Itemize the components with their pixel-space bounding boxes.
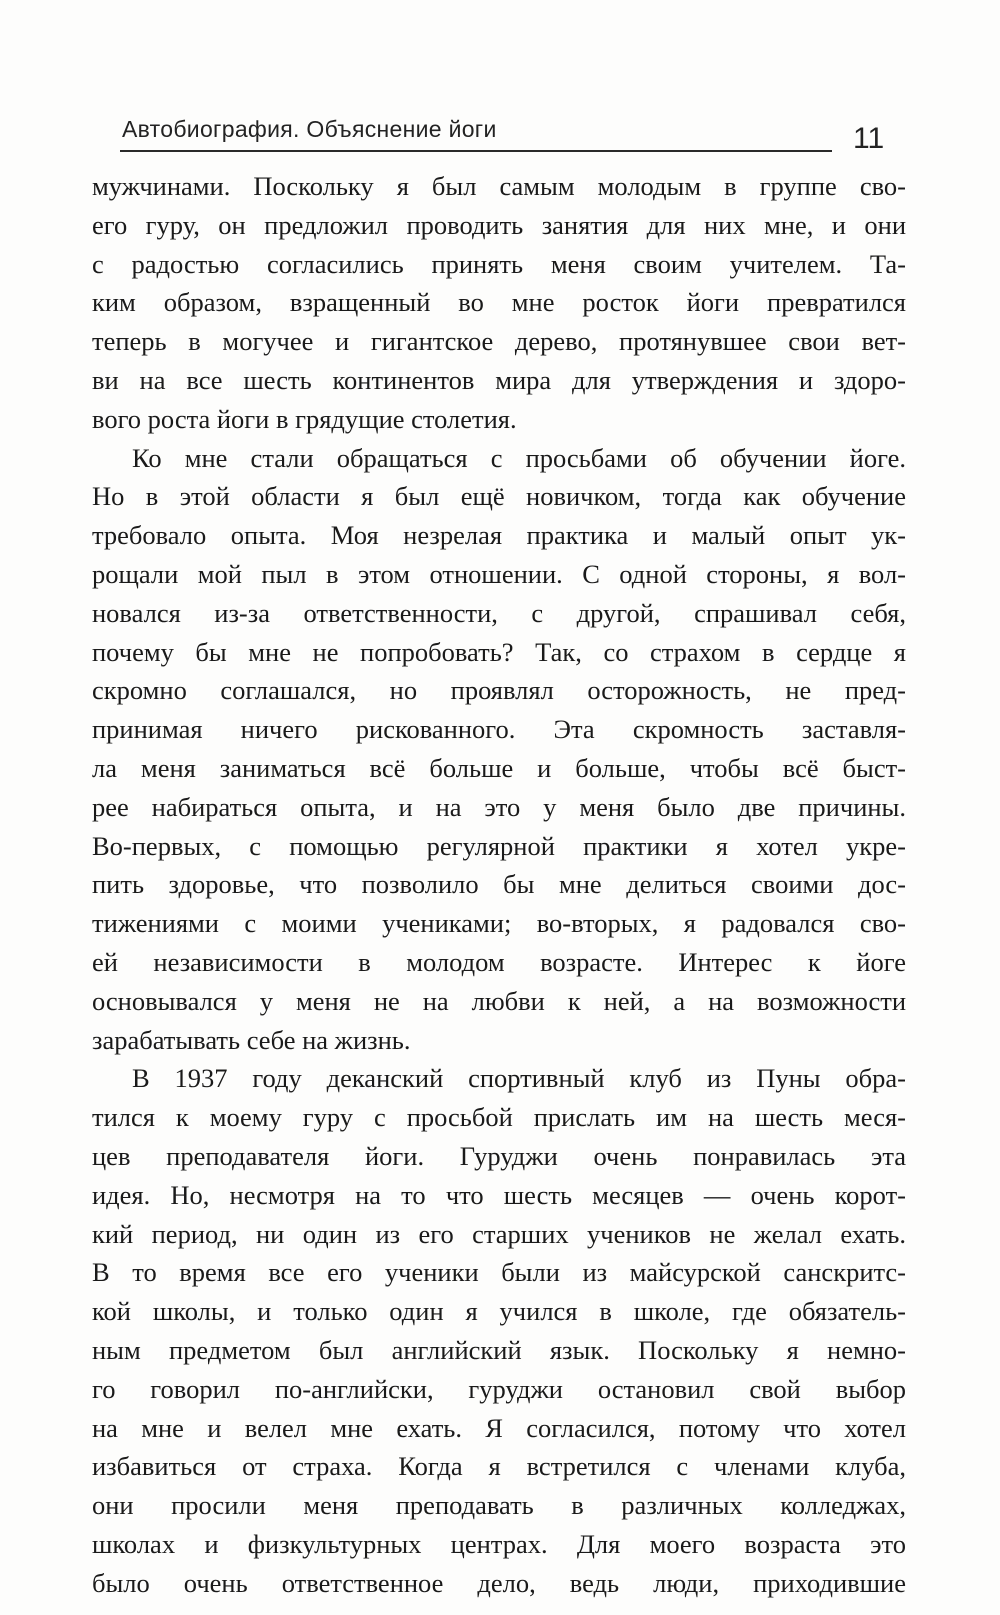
text-line: избавиться от страха. Когда я встретился с членами клуба, — [92, 1451, 906, 1482]
paragraph-first-line: В 1937 году деканский спортивный клуб из Пуны обра- — [132, 1063, 906, 1094]
text-line: кий период, ни один из его старших учеников не желал ехать. — [92, 1218, 906, 1249]
text-line: зарабатывать себе на жизнь. — [92, 1024, 411, 1055]
text-line: идея. Но, несмотря на то что шесть месяцев — очень корот- — [92, 1179, 906, 1210]
text-line: ла меня заниматься всё больше и больше, чтобы всё быст- — [92, 752, 906, 783]
text-line: мужчинами. Поскольку я был самым молодым в группе сво- — [92, 171, 906, 201]
text-line: новался из-за ответственности, с другой, спрашивал себя, — [92, 597, 906, 628]
text-line: ей независимости в молодом возрасте. Интерес к йоге — [92, 946, 906, 977]
text-line: ким образом, взращенный во мне росток йоги превратился — [92, 287, 906, 318]
text-line: пить здоровье, что позволило бы мне делиться своими дос- — [92, 869, 906, 900]
text-line: было очень ответственное дело, ведь люди, приходившие — [92, 1567, 906, 1598]
text-line: ви на все шесть континентов мира для утверждения и здоро- — [92, 364, 906, 395]
text-line: рее набираться опыта, и на это у меня было две причины. — [92, 791, 906, 822]
text-line: требовало опыта. Моя незрелая практика и малый опыт ук- — [92, 520, 906, 551]
paragraph-first-line: Ко мне стали обращаться с просьбами об обучении йоге. — [132, 442, 906, 473]
text-line: тился к моему гуру с просьбой прислать им на шесть меся- — [92, 1102, 906, 1133]
page-number: 11 — [853, 122, 885, 155]
text-line: теперь в могучее и гигантское дерево, протянувшее свои вет- — [92, 326, 906, 357]
text-line: на мне и велел мне ехать. Я согласился, потому что хотел — [92, 1412, 906, 1443]
text-line: школах и физкультурных центрах. Для моего возраста это — [92, 1528, 906, 1559]
text-line: тижениями с моими учениками; во-вторых, я радовался сво- — [92, 908, 906, 939]
text-line: почему бы мне не попробовать? Так, со страхом в сердце я — [92, 636, 906, 667]
text-line: скромно соглашался, но проявлял осторожность, не пред- — [92, 675, 906, 706]
running-header — [120, 116, 832, 152]
text-line: Но в этой области я был ещё новичком, тогда как обучение — [92, 481, 906, 512]
text-line: ным предметом был английский язык. Поскольку я немно- — [92, 1334, 906, 1365]
text-line: кой школы, и только один я учился в школе, где обязатель- — [92, 1296, 906, 1327]
text-line: В то время все его ученики были из майсурской санскритс- — [92, 1257, 906, 1288]
text-line: они просили меня преподавать в различных колледжах, — [92, 1490, 906, 1521]
text-line: основывался у меня не на любви к ней, а на возможности — [92, 985, 906, 1016]
running-header-title: Автобиография. Объяснение йоги — [122, 116, 497, 142]
text-line: его гуру, он предложил проводить занятия для них мне, и они — [92, 209, 906, 240]
text-line: го говорил по-английски, гуруджи остановил свой выбор — [92, 1373, 906, 1404]
text-line: рощали мой пыл в этом отношении. С одной стороны, я вол- — [92, 558, 906, 589]
text-line: принимая ничего рискованного. Эта скромность заставля- — [92, 714, 906, 745]
text-line: вого роста йоги в грядущие столетия. — [92, 403, 517, 434]
text-line: Во-первых, с помощью регулярной практики я хотел укре- — [92, 830, 906, 861]
text-line: цев преподавателя йоги. Гуруджи очень понравилась эта — [92, 1140, 906, 1171]
text-line: с радостью согласились принять меня своим учителем. Та- — [92, 248, 906, 279]
body-text — [92, 167, 906, 1602]
